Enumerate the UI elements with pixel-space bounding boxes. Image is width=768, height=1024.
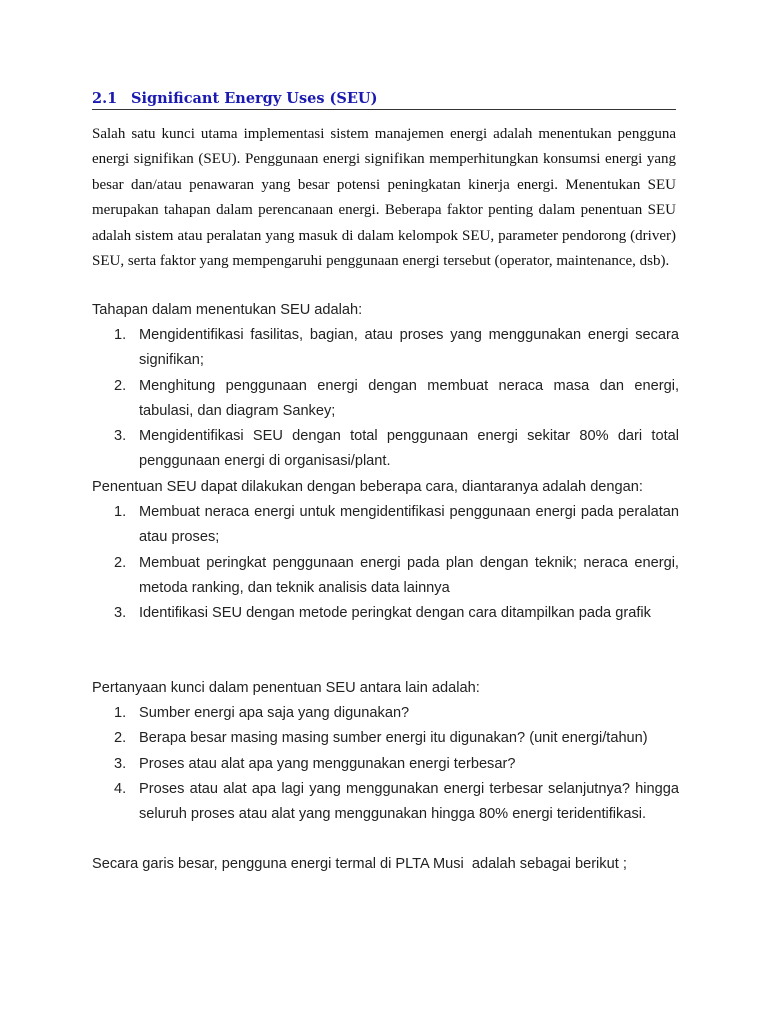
list-number: 2. bbox=[114, 554, 127, 571]
section-number: 2.1 bbox=[92, 90, 118, 107]
questions-list bbox=[92, 701, 679, 827]
list-item-text: Mengidentifikasi fasilitas, bagian, atau proses yang menggunakan energi secara signifikan; bbox=[139, 327, 679, 369]
list-item bbox=[92, 323, 679, 373]
list-item-text: Sumber energi apa saja yang digunakan? bbox=[139, 705, 410, 722]
section-heading bbox=[92, 90, 676, 110]
list-number: 3. bbox=[114, 428, 127, 445]
methods-intro: Penentuan SEU dapat dilakukan dengan beberapa cara, diantaranya adalah dengan: bbox=[92, 479, 643, 495]
list-item-text: Proses atau alat apa yang menggunakan energi terbesar? bbox=[139, 755, 516, 772]
list-number: 2. bbox=[114, 377, 127, 394]
list-item-text: Berapa besar masing masing sumber energi itu digunakan? (unit energi/tahun) bbox=[139, 730, 648, 747]
list-number: 1. bbox=[114, 705, 127, 722]
list-number: 3. bbox=[114, 605, 127, 622]
questions-intro: Pertanyaan kunci dalam penentuan SEU antara lain adalah: bbox=[92, 680, 480, 696]
list-item-text: Menghitung penggunaan energi dengan membuat neraca masa dan energi, tabulasi, dan diagram Sankey; bbox=[139, 377, 679, 419]
closing-sentence: Secara garis besar, pengguna energi termal di PLTA Musi adalah sebagai berikut ; bbox=[92, 856, 627, 872]
list-item-text: Membuat peringkat penggunaan energi pada plan dengan teknik; neraca energi, metoda ranking, dan teknik analisis data lainnya bbox=[139, 554, 679, 596]
list-item bbox=[92, 752, 679, 777]
list-item bbox=[92, 701, 679, 726]
list-number: 1. bbox=[114, 327, 127, 344]
section-title: Significant Energy Uses (SEU) bbox=[131, 90, 378, 107]
list-item bbox=[92, 374, 679, 424]
list-number: 2. bbox=[114, 730, 127, 747]
list-item-text: Proses atau alat apa lagi yang menggunakan energi terbesar selanjutnya? hingga seluruh proses atau alat yang menggunakan hingga 80% energi teridentifikasi. bbox=[139, 780, 679, 823]
section-methods bbox=[92, 475, 679, 626]
list-item bbox=[92, 726, 679, 751]
section-steps bbox=[92, 298, 679, 474]
list-number: 3. bbox=[114, 755, 127, 772]
intro-paragraph: Salah satu kunci utama implementasi sistem manajemen energi adalah menentukan pengguna energi signifikan (SEU). Penggunaan energi signifikan memperhitungkan konsumsi energi yang besar dan/atau penawaran yang besar potensi peningkatan kinerja energi. Menentukan SEU merupakan tahapan dalam perencanaan energi. Beberapa faktor penting dalam penentuan SEU adalah sistem atau peralatan yang masuk di dalam kelompok SEU, parameter pendorong (driver) SEU, serta faktor yang mempengaruhi penggunaan energi tersebut (operator, maintenance, dsb). bbox=[92, 126, 676, 270]
list-item bbox=[92, 500, 679, 550]
steps-intro: Tahapan dalam menentukan SEU adalah: bbox=[92, 302, 363, 318]
list-item-text: Mengidentifikasi SEU dengan total penggunaan energi sekitar 80% dari total penggunaan energi di organisasi/plant. bbox=[139, 428, 679, 470]
list-number: 1. bbox=[114, 504, 127, 521]
list-item bbox=[92, 551, 679, 601]
list-item-text: Membuat neraca energi untuk mengidentifikasi penggunaan energi pada peralatan atau proses; bbox=[139, 504, 679, 546]
list-number: 4. bbox=[114, 780, 127, 797]
list-item bbox=[92, 424, 679, 474]
steps-list bbox=[92, 323, 679, 474]
methods-list bbox=[92, 500, 679, 626]
list-item-text: Identifikasi SEU dengan metode peringkat dengan cara ditampilkan pada grafik bbox=[139, 605, 651, 622]
list-item bbox=[92, 777, 679, 827]
section-key-questions bbox=[92, 676, 679, 827]
list-item bbox=[92, 601, 679, 626]
